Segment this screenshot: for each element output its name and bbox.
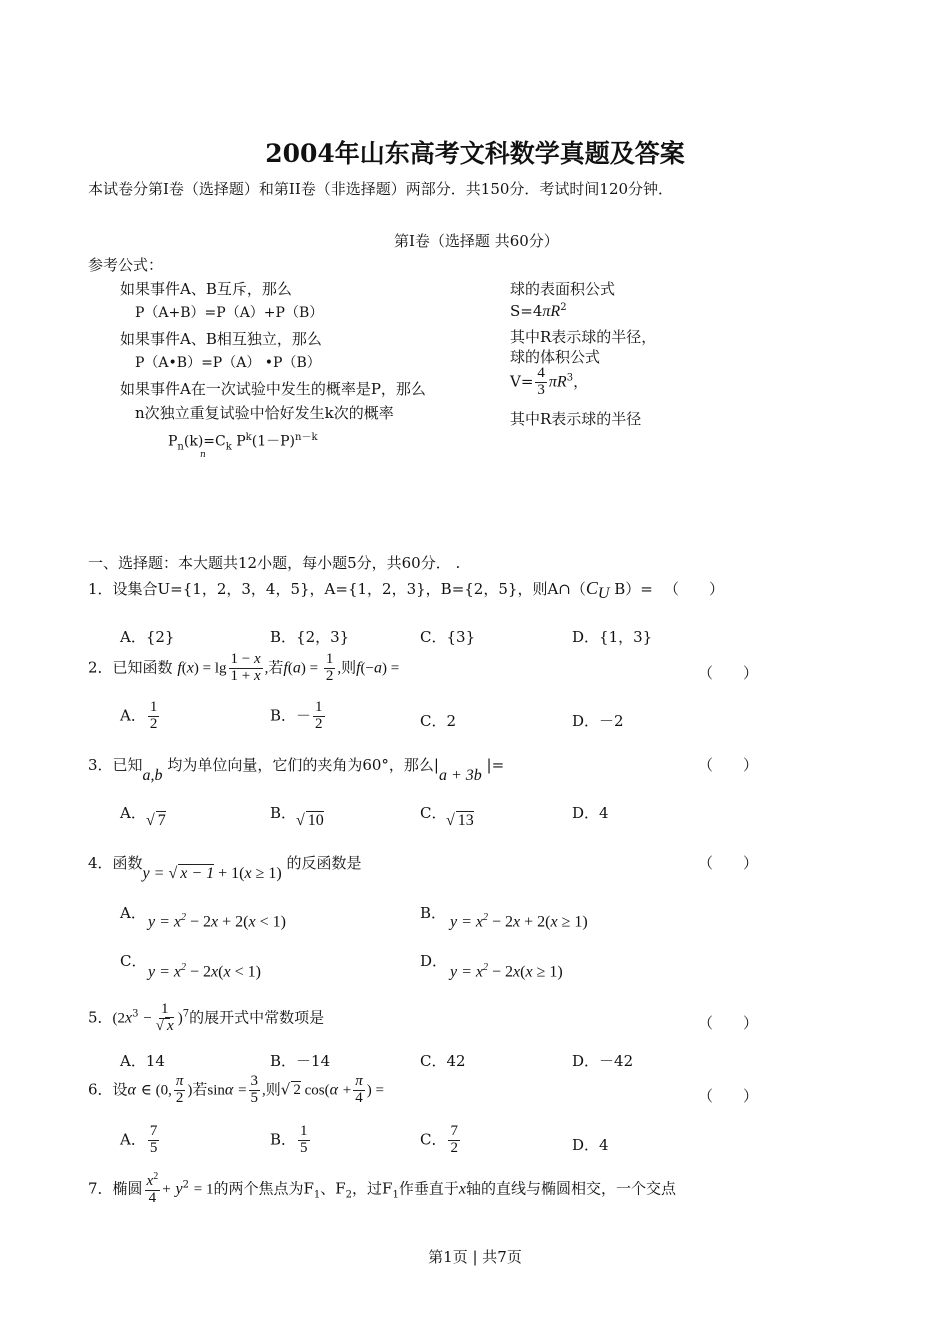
formula-line: P（A•B）=P（A） •P（B） — [135, 355, 321, 371]
answer-bracket: （ ） — [698, 1087, 759, 1105]
option-d-value: $y = x^2 - 2x(x \ge 1)$ — [450, 962, 563, 981]
option-d: D．4 — [572, 1136, 609, 1154]
option-d: D．{1，3} — [572, 628, 653, 646]
option-b: B．－14 — [270, 1052, 331, 1070]
exam-intro: 本试卷分第I卷（选择题）和第II卷（非选择题）两部分．共150分．考试时间120分钟． — [88, 180, 674, 198]
option-a-value: $y = x^2 - 2x + 2(x < 1)$ — [148, 912, 286, 931]
formula-line: 如果事件A在一次试验中发生的概率是P，那么 — [120, 380, 426, 398]
formula-right: 球的表面积公式 — [510, 280, 616, 298]
formula-right: 其中R表示球的半径， — [510, 328, 657, 346]
option-d: D．4 — [572, 804, 609, 822]
answer-bracket: （ ） — [698, 756, 759, 774]
formula-right: 球的体积公式 — [510, 348, 601, 366]
question-4-stem: 4．函数y = √ x − 1 + 1(x ≥ 1) 的反函数是 — [88, 854, 362, 882]
option-c: C．{3} — [420, 628, 476, 646]
option-a-value: √ 7 — [146, 812, 166, 829]
sphere-area-formula: $S=4\pi R^2$ — [510, 302, 567, 320]
option-b: B． — [270, 804, 297, 822]
option-d: D．－42 — [572, 1052, 634, 1070]
option-d: D．－2 — [572, 712, 624, 730]
question-5-stem: 5．($2x^3$ − $\frac{1}{√ x}$ )$^7$的展开式中常数项是 — [88, 1001, 325, 1034]
page-title: 2004年山东高考文科数学真题及答案 — [265, 139, 685, 168]
question-7-stem: 7．椭圆 $\frac{x^2}{4}$ + $y^2 = 1$的两个焦点为$F_1$、$F_2$，过$F_1$作垂直于x轴的直线与椭圆相交，一个交点 — [88, 1171, 676, 1206]
question-2-stem: 2．已知函数 f(x) = lg $\frac{1 - x}{1 + x}$ ,若f(a) = $\frac{1}{2}$ ,则f(−a) = — [88, 651, 400, 684]
option-b-value: √ 10 — [296, 812, 324, 829]
option-c: C． $\frac{7}{2}$ — [420, 1123, 458, 1156]
answer-bracket: （ ） — [664, 580, 725, 598]
option-b: B．－ $\frac{1}{2}$ — [270, 699, 323, 732]
question-3-stem: 3．已知a,b 均为单位向量，它们的夹角为60°，那么|a + 3b |= — [88, 756, 505, 784]
option-a: A． $\frac{1}{2}$ — [120, 699, 158, 732]
option-b: B． — [420, 904, 447, 922]
sphere-volume-formula: V= $\frac{4}{3}$ $\pi R^3$， — [510, 365, 589, 398]
option-a: A．14 — [120, 1052, 165, 1070]
section-heading: 一、选择题：本大题共12小题，每小题5分，共60分． . — [88, 554, 461, 572]
option-a: A． — [120, 904, 146, 922]
binomial-formula-subscript: n — [200, 450, 206, 460]
option-c: C． — [420, 804, 447, 822]
option-a: A． $\frac{7}{5}$ — [120, 1123, 158, 1156]
part1-header: 第I卷（选择题 共60分） — [394, 232, 559, 250]
page-footer: 第1页 | 共7页 — [428, 1248, 522, 1266]
binomial-formula: $P_n(k)=C_k$ $P^k(1-P)^{n-k}$ — [168, 432, 318, 453]
option-a: A．{2} — [120, 628, 175, 646]
option-b: B．{2，3} — [270, 628, 350, 646]
formula-line: 如果事件A、B互斥，那么 — [120, 280, 292, 298]
answer-bracket: （ ） — [698, 1014, 759, 1032]
option-c-value: $y = x^2 - 2x(x < 1)$ — [148, 962, 261, 981]
answer-bracket: （ ） — [698, 854, 759, 872]
option-b-value: $y = x^2 - 2x + 2(x \ge 1)$ — [450, 912, 588, 931]
option-c: C．42 — [420, 1052, 466, 1070]
option-c-value: √ 13 — [446, 812, 474, 829]
formula-heading: 参考公式： — [88, 256, 164, 274]
option-c: C．2 — [420, 712, 457, 730]
option-a: A． — [120, 804, 146, 822]
question-6-stem: 6．设α ∈ (0, $\frac{\pi}{2}$ )若sinα = $\frac{3}{5}$ ,则√ 2 cos(α + $\frac{\pi}{4}$ ) = — [88, 1073, 384, 1106]
formula-right: 其中R表示球的半径 — [510, 410, 642, 428]
option-d: D． — [420, 952, 448, 970]
formula-line: n次独立重复试验中恰好发生k次的概率 — [135, 404, 394, 422]
option-c: C． — [120, 952, 147, 970]
option-b: B． $\frac{1}{5}$ — [270, 1123, 308, 1156]
answer-bracket: （ ） — [698, 664, 759, 682]
formula-line: 如果事件A、B相互独立，那么 — [120, 330, 322, 348]
formula-line: P（A+B）=P（A）+P（B） — [135, 305, 324, 321]
question-1-stem: 1．设集合U={1，2，3，4，5}，A={1，2，3}，B={2，5}，则$A\cap(C_U$ B）= — [88, 578, 653, 602]
